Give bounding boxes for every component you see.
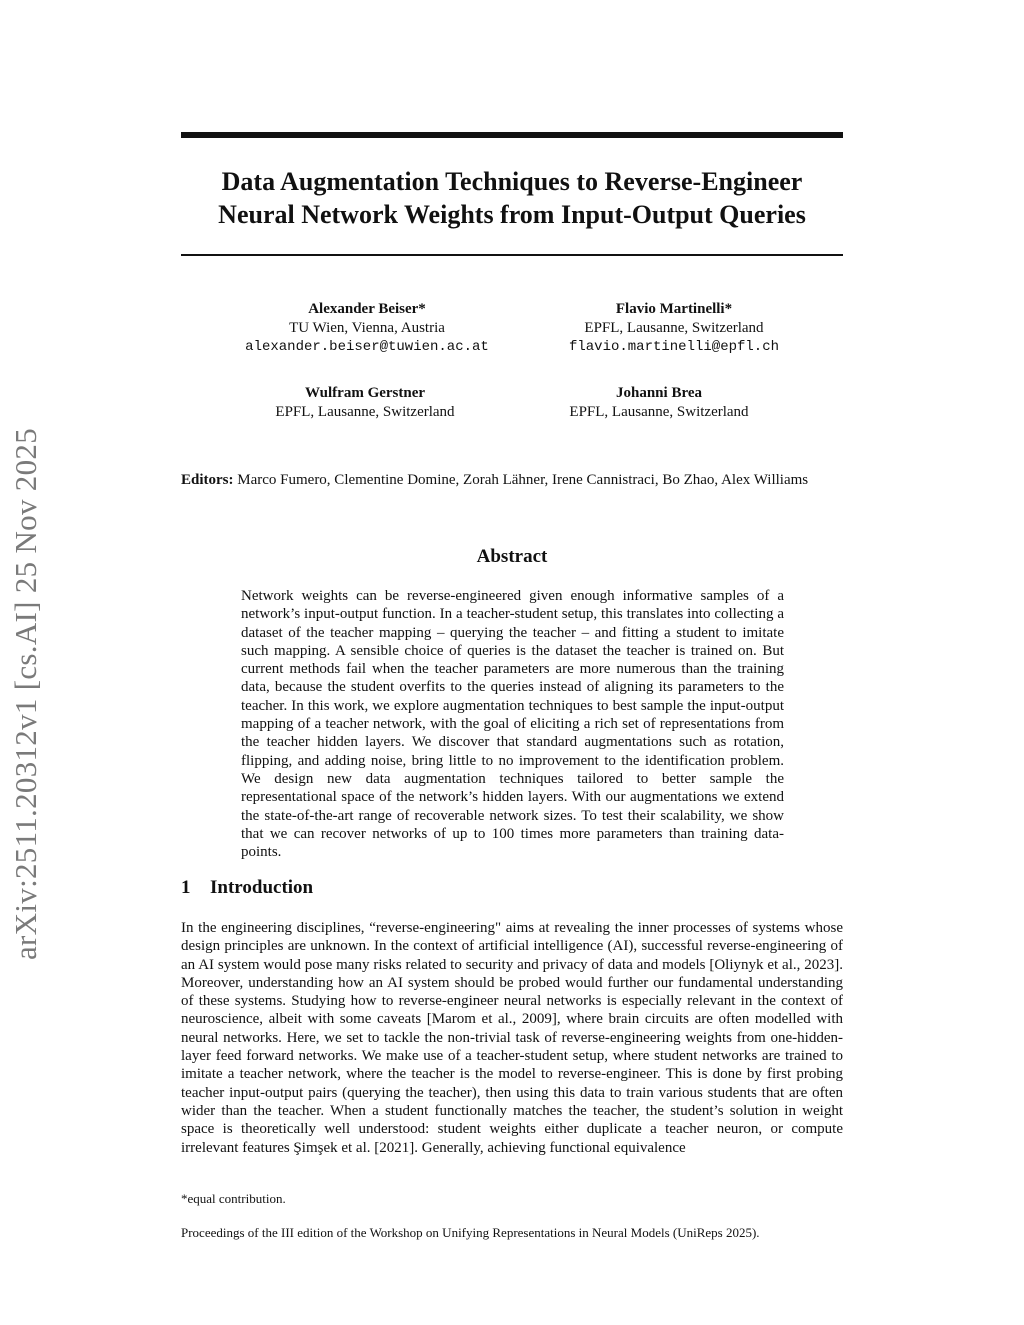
author-name: Wulfram Gerstner — [304, 385, 426, 401]
author-name: Johanni Brea — [616, 385, 702, 401]
author-block — [215, 384, 515, 422]
arxiv-identifier: arXiv:2511.20312v1 [cs.AI] 25 Nov 2025 — [8, 427, 43, 960]
author-name: Alexander Beiser* — [308, 301, 426, 317]
paper-title-line-1: Data Augmentation Techniques to Reverse-Engineer — [221, 167, 803, 196]
proceedings-footer: Proceedings of the III edition of the Workshop on Unifying Representations in Neural Models (UniReps 2025). — [181, 1225, 760, 1240]
section-title: Introduction — [210, 877, 314, 898]
paper-title-line-2: Neural Network Weights from Input-Output Queries — [218, 200, 806, 229]
introduction-text: In the engineering disciplines, “reverse-engineering" aims at revealing the inner processes of systems whose design principles are unknown. In the context of artificial intelligence (AI), successful reverse-engineering of an AI system would pose many risks related to security and privacy of data and models [Oliynyk et al., 2023]. Moreover, understanding how an AI system should be probed would further our fundamental understanding of these systems. Studying how to reverse-engineer neural networks is especially relevant in the context of neuroscience, albeit with some caveats [Marom et al., 2009], where brain circuits are often modelled with neural networks. Here, we set to tackle the non-trivial task of reverse-engineering weights from one-hidden-layer feed forward networks. We make use of a teacher-student setup, where student networks are trained to imitate a teacher network, where the teacher is the model to reverse-engineer. This is done by first probing teacher input-output pairs (querying the teacher), then using this data to train various students that are often wider than the teacher. When a student functionally matches the teacher, the student’s solution in weight space is theoretically well understood: student weights either duplicate a teacher neuron, or compute irrelevant features Şimşek et al. [2021]. Generally, achieving functional equivalence — [181, 920, 843, 1156]
section-number: 1 — [181, 877, 191, 898]
author-name: Flavio Martinelli* — [615, 301, 733, 317]
title-bottom-rule — [181, 254, 843, 256]
author-email: alexander.beiser@tuwien.ac.at — [245, 339, 489, 355]
abstract-heading: Abstract — [476, 546, 548, 567]
abstract-text: Network weights can be reverse-engineered given enough informative samples of a network’s input-output function. In a teacher-student setup, this translates into collecting a dataset of the teacher mapping – querying the teacher – and fitting a student to imitate such mapping. A sensible choice of queries is the dataset the teacher is trained on. But current methods fail when the teacher parameters are more numerous than the training data, because the student overfits to the queries instead of aligning its parameters to the teacher. In this work, we explore augmentation techniques to best sample the input-output mapping of a teacher network, with the goal of eliciting a rich set of representations from the teacher hidden layers. We discover that standard augmentations such as rotation, flipping, and adding noise, bring little to no improvement to the identification problem. We design new data augmentation techniques tailored to better sample the representational space of the network’s hidden layers. With our augmentations we extend the state-of-the-art range of recoverable network sizes. To test their scalability, we show that we can recover networks of up to 100 times more parameters than training data-points. — [241, 588, 784, 861]
author-block — [217, 300, 517, 357]
title-top-rule — [181, 132, 843, 138]
editors-label: Editors: — [181, 472, 234, 488]
author-affiliation: EPFL, Lausanne, Switzerland — [275, 404, 455, 420]
author-affiliation: TU Wien, Vienna, Austria — [289, 320, 445, 336]
author-block — [524, 300, 824, 357]
author-affiliation: EPFL, Lausanne, Switzerland — [569, 404, 749, 420]
author-affiliation: EPFL, Lausanne, Switzerland — [584, 320, 764, 336]
section-heading-introduction — [181, 877, 313, 899]
editors-line — [181, 471, 843, 490]
paper-title — [181, 165, 843, 231]
author-block — [509, 384, 809, 422]
editors-names: Marco Fumero, Clementine Domine, Zorah Lähner, Irene Cannistraci, Bo Zhao, Alex Williams — [237, 472, 809, 488]
footnote: *equal contribution. — [181, 1191, 286, 1206]
author-email: flavio.martinelli@epfl.ch — [568, 339, 780, 355]
